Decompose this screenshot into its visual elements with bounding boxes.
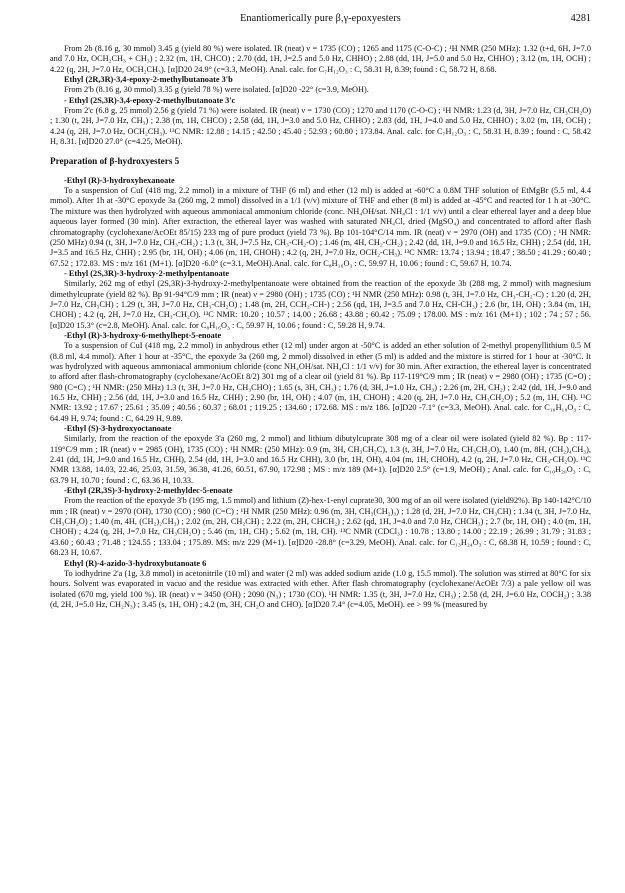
compound-heading-azido: Ethyl (R)-4-azido-3-hydroxybutanoate 6 — [64, 558, 207, 568]
paragraph-3pc-result: From 2'c (6.8 g, 25 mmol) 2.56 g (yield 71 %) were isolated. IR (neat) ν = 1730 (CO) ; 1270 and 1170 (C-O-C) ; ¹H NMR: 1.23 (d, 3H, J=7.0 Hz, CH₃CH₂O) ; 1.30 (t, 2H, J=7.0 Hz, CH₃) ; 2.38 (m, 1H, CHCO) ; 2.58 (dd, 1H, J=3.0 and 5.0 Hz, CHHO) ; 2.83 (dd, 1H, J=4.0 and 5.0 Hz, CHHO) ; 3.02 (m, 1H, OCH) ; 4.24 (q, 2H, J=7.0 Hz, OCH₂CH₃). ¹³C NMR: 12.88 ; 14.15 ; 42.50 ; 45.40 ; 52.93 ; 60.80 ; 173.84. Anal. calc. for C₇H₁₂O₃ : C, 58.31 H, 8.39 ; found : C, 58.42 H, 8.31. [α]D20 27.0° (c=4.25, MeOH). — [50, 106, 591, 147]
page-number: 4281 — [570, 13, 591, 24]
paragraph-azido: To iodhydrine 2'a (1g, 3.8 mmol) in acetonitrile (10 ml) and water (2 ml) was added sodium azide (1.0 g, 15.5 mmol). The solution was stirred at 80°C for six hours. Solvent was evaporated in vacuo and the residue was extracted with ether. After flash chromatography (cyclohexane/AcOEt 7/3) a pale yellow oil was isolated (670 mg, yield 100 %). IR (neat) ν = 3450 (OH) ; 2090 (N₃) ; 1730 (CO). ¹H NMR: 1.35 (t, 3H, J=7.0 Hz, CH₃) ; 2.58 (d, 2H, J=6.0 Hz, COCH₂) ; 3.38 (d, 2H, J=5.0 Hz, CH₂N₃) ; 3.45 (s, 1H, OH) ; 4.2 (m, 3H, CH₂O and CHO). [α]D20 7.4° (c=4.05, MeOH). ee > 99 % (measured by — [50, 568, 591, 609]
compound-heading-decenoate: -Ethyl (2R,3S)-3-hydroxy-2-methyldec-5-enoate — [64, 486, 233, 496]
running-title: Enantiomerically pure β,γ-epoxyesters — [240, 13, 401, 24]
compound-heading-octanoate: -Ethyl (S)-3-hydroxyoctanoate — [64, 424, 172, 434]
paragraph-heptenoate: To a suspension of CuI (418 mg, 2.2 mmol) in anhydrous ether (12 ml) under argon at -50°C is added an ether solution of 2-methyl propenyllithium 0.5 M (8.8 ml, 4.4 mmol). After 1 hour at -35°C, the epoxyde 3a (260 mg, 2 mmol) dissolved in ether (5 ml) is added and the mixture is stirred for 1 hour at -30°C. It was hydrolyzed with aqueous ammoniacal ammonium chloride (conc NH₄OH/sat. NH₄Cl : 1/1 v/v) for 30 min. After extraction, the ethereal layer is concentrated to afford after flash-chromatography (cyclohexane/AcOEt 8/2) 301 mg of a clear oil (yield 81 %). Bp 117-119°C/9 mm ; IR (neat) ν = 2980 (OH) ; 1735 (C=O) ; 980 (C=C) ; ¹H NMR: (250 MHz) 1.3 (t, 3H, J=7.0 Hz, CH₃CHO) ; 1.65 (s, 3H, CH₃) ; 1.76 (d, 3H, J=1.0 Hz, CH₃) ; 2.26 (m, 2H, CH₂) ; 2.42 (dd, 1H, J=9.0 and 16.5 Hz, CHH) ; 2.56 (dd, 1H, J=3.0 and 16.5 Hz, CHH) ; 2.90 (br, 1H, OH) ; 4.07 (m, 1H, CHOH) ; 4.20 (q, 2H, J=7.0 Hz, CH₃CH₂O) ; 5.2 (m, 1H, CH). ¹³C NMR: 13.92 ; 17.67 ; 25.61 ; 35.09 ; 40.56 ; 60.37 ; 68.01 ; 119.25 ; 134.60 ; 172.68. MS : m/z 186. [α]D20 -7.1° (c=3.3, MeOH). Anal. calc. for C₁₀H₁₈O₃ : C, 64.49 H, 9.74; found : C, 64.29 H, 9.89. — [50, 341, 591, 423]
section-heading: Preparation of β-hydroxyesters 5 — [50, 156, 180, 167]
paragraph-octanoate: Similarly, from the reaction of the epoxyde 3'a (260 mg, 2 mmol) and lithium dibutylcuprate 308 mg of a clear oil were isolated (yield 82 %). Bp : 117-119°C/9 mm ; IR (neat) ν = 2985 (OH), 1735 (CO) ; ¹H NMR: (250 MHz): 0.9 (m, 3H, CH₃CH₂C), 1.3 (t, 3H, J=7.0 Hz, CH₃CH₂O), 1.40 (m, 8H, (CH₂)₄CH₃), 2.41 (dd, 1H, J=9.0 and 16.5 Hz, CHH), 2.54 (dd, 1H, J=3.0 and 16.5 Hz CHH), 3.0 (br, 1H, OH), 4.04 (m, 1H, CHOH), 4.2 (q, 2H, J=7.0 Hz, CH₃-CH₂O). ¹³C NMR 13.88, 14.03, 22.46, 25.03, 31.59, 36.38, 41.26, 60.51, 67.90, 172.98 ; MS : m/z 189 (M+1). [α]D20 2.5° (c=1.9, MeOH) ; Anal. calc. for C₁₀H₂₀O₃ : C, 63.79 H, 10.70 ; found : C, 63.36 H, 10.33. — [50, 434, 591, 485]
paragraph-3pb-result: From 2'b (8.16 g, 30 mmol) 3.35 g (yield 78 %) were isolated. [α]D20 -22° (c=3.9, MeOH). — [64, 85, 369, 95]
compound-heading-methylpentanoate: - Ethyl (2S,3R)-3-hydroxy-2-methylpentanoate — [64, 268, 230, 278]
paragraph-decenoate: From the reaction of the epoxyde 3'b (195 mg, 1.5 mmol) and lithium (Z)-hex-1-enyl cuprate30, 300 mg of an oil were isolated (yield92%). Bp 140-142°C/10 mm ; IR (neat) ν = 2970 (OH), 1730 (CO) ; 980 (C=C) ; ¹H NMR (250 MHz): 0.96 (m, 3H, CH₃(CH₂)₃) ; 1.28 (d, 2H, J=7.0 Hz, CH₃CH) ; 1.34 (t, 3H, J=7.0 Hz, CH₃CH₂O) ; 1.40 (m, 4H, (CH₂)₂CH₃) ; 2.02 (m, 2H, CH₂CH) ; 2.22 (m, 2H, CHCH₂) ; 2.62 (qd, 1H, J=4.0 and 7.0 Hz, CHCH₃) ; 2.7 (br, 1H, OH) ; 4.0 (m, 1H, CHOH) ; 4.24 (q, 2H, J=7.0 Hz, CH₃CH₂O) ; 5.46 (m, 1H, CH) ; 5.62 (m, 1H, CH). ¹³C NMR (CDCl₃) : 10.78 ; 13.80 ; 14.00 ; 22.19 ; 26.99 ; 31.79 ; 31.83 ; 43.60 ; 60.43 ; 71.48 ; 124.55 ; 133.04 ; 175.89. MS: m/z 229 (M+1). [α]D20 -28.8° (c=3.29, MeOH). Anal. calc. for C₁₃H₂₄O₃ : C, 68.38 H, 10.59 ; found : C, 68.23 H, 10.67. — [50, 496, 591, 558]
compound-heading-3pb: Ethyl (2R,3R)-3,4-epoxy-2-methylbutanoate 3'b — [64, 75, 233, 85]
running-header — [50, 14, 591, 36]
paragraph-methylpentanoate: Similarly, 262 mg of ethyl (2S,3R)-3-hydroxy-2-methylpentanoate were obtained from the reaction of the epoxyde 3b (288 mg, 2 mmol) with magnesium dimethylcuprate (yield 82 %). Bp 91-94°C/9 mm ; IR (neat) ν = 2980 (OH) ; 1735 (CO) ; ¹H NMR (250 MHz): 0.98 (t, 3H, J=7.0 Hz, CH₃-CH₂-C) ; 1.20 (d, 2H, J=7.0 Hz, CH₃CH) ; 1.29 (t, 3H, J=7.0 Hz, CH₃-CH₂O) ; 1.48 (m, 2H, CCH₂-CH-) ; 2.56 (qd, 1H, J=3.5 and 7.0 Hz, CH-CH₃) ; 2.6 (br, 1H, OH) ; 3.84 (m, 1H, CHOH) ; 4.2 (q, 2H, J=7.0 Hz, CH₃-CH₂O). ¹³C NMR: 10.20 ; 10.57 ; 14.00 ; 26.68 ; 43.88 ; 60.42 ; 75.09 ; 178.00. MS : m/z 161 (M+1) ; 102 ; 74 ; 57 ; 56. [α]D20 15.3° (c=2.8, MeOH). Anal. calc. for C₈H₁₆O₃ : C, 59.97 H, 10.06 ; found : C, 59.28 H, 9.74. — [50, 279, 591, 330]
compound-heading-hexanoate: -Ethyl (R)-3-hydroxyhexanoate — [64, 175, 175, 185]
paragraph-hexanoate: To a suspension of CuI (418 mg, 2.2 mmol) in a mixture of THF (6 ml) and ether (12 ml) is added at -60°C a 0.8M THF solution of EtMgBr (5.5 ml, 4.4 mmol). After 1h at -30°C epoxyde 3a (260 mg, 2 mmol) dissolved in a 1/1 (v/v) mixture of THF and ether (8 ml) is added at -45°C and reacted for 1 h at -30°C. The mixture was then hydrolyzed with aqueous ammoniacal ammonium chloride (conc. NH₄OH/sat. NH₄Cl : 1/1 v/v) until a clear ethereal layer and a deep blue aqueous layer formed (30 min). After extraction, the ethereal layer was washed with saturated NH₄Cl, dried (MgSO₄) and concentrated to afford after flash chromatography (cyclohexane/AcOEt 85/15) 233 mg of pure product (yield 73 %). Bp 101-104°C/14 mm. IR (neat) ν = 2970 (OH) and 1735 (CO) ; ¹H NMR: (250 MHz) 0.94 (t, 3H, J=7.0 Hz, CH₃-CH₂) ; 1.3 (t, 3H, J=7.5 Hz, CH₃-CH₂-O) ; 1.46 (m, 4H, CH₂-CH₂) ; 2.42 (dd, 1H, J=9.0 and 16.5 Hz, CHH) ; 2.54 (dd, 1H, J=3.5 and 16.5 Hz, CHH) ; 2.95 (br, 1H, OH) ; 4.06 (m, 1H, CHOH) ; 4.2 (q, 2H, J=7.0 Hz, OCH₂-CH₃). ¹³C NMR: 13.74 ; 13.94 ; 18.47 ; 38.50 ; 41.29 ; 60.40 ; 67.52 ; 172.83. MS : m/z 161 (M+1). [α]D20 -6.0° (c=3.1, MeOH).Anal. calc. for C₈H₁₆O₃ : C, 59.97 H, 10.06 ; found : C, 59.67 H, 10.74. — [50, 186, 591, 268]
paragraph-2b-result: From 2b (8.16 g, 30 mmol) 3.45 g (yield 80 %) were isolated. IR (neat) ν = 1735 (CO) ; 1265 and 1175 (C-O-C) ; ¹H NMR (250 MHz): 1.32 (t+d, 6H, J=7.0 and 7.0 Hz, OCH₂CH₃ + CH₃) ; 2.32 (m, 1H, CHCO) ; 2.70 (dd, 1H, J=2.5 and 5.0 Hz, CHHO) ; 2.88 (dd, 1H, J=5.0 and 5.0 Hz, CHHO) ; 3.12 (m, 1H, OCH) ; 4.22 (q, 2H, J=7.0 Hz, OCH₂CH₃). [α]D20 24.9° (c=3.3, MeOH). Anal. calc. for C₇H₁₂O₃ : C, 58.31 H, 8.39; found : C, 58.72 H, 8.68. — [50, 44, 591, 74]
compound-heading-heptenoate: -Ethyl (R)-3-hydroxy-6-methylhept-5-enoate — [64, 330, 222, 340]
compound-heading-3pc: - Ethyl (2S,3R)-3,4-epoxy-2-methylbutanoate 3'c — [64, 95, 236, 105]
